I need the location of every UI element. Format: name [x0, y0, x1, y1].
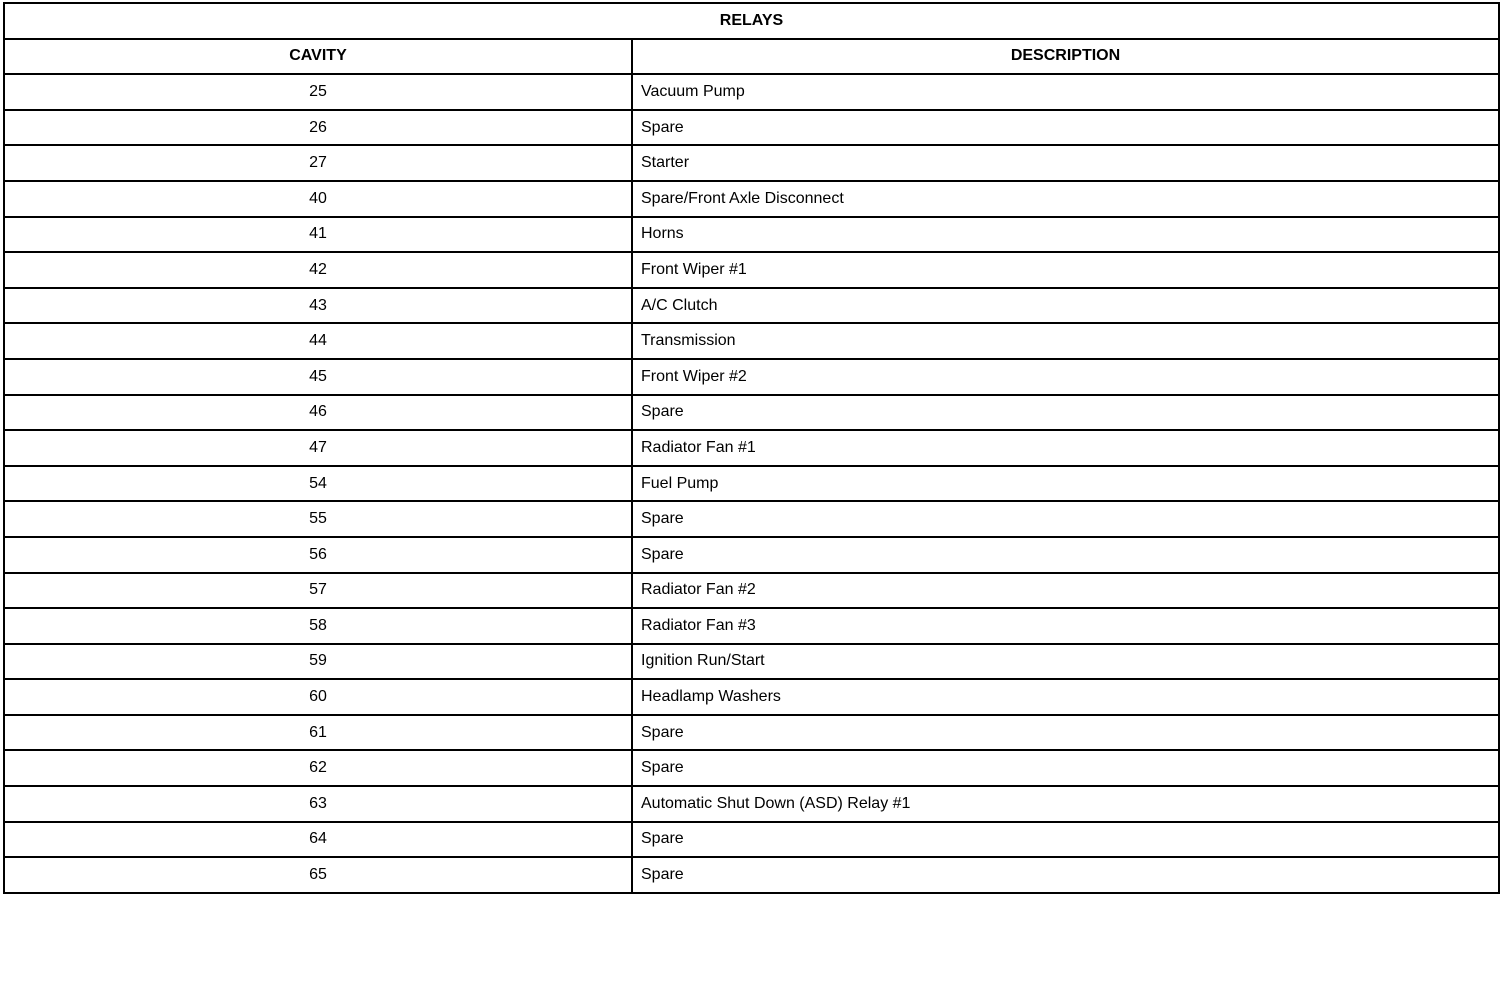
description-cell: Headlamp Washers	[632, 679, 1499, 715]
table-row	[4, 608, 1499, 644]
cavity-cell: 27	[4, 145, 632, 181]
description-cell: Transmission	[632, 323, 1499, 359]
description-cell: Radiator Fan #2	[632, 573, 1499, 609]
table-row	[4, 217, 1499, 253]
description-cell: Ignition Run/Start	[632, 644, 1499, 680]
table-row	[4, 359, 1499, 395]
table-row	[4, 573, 1499, 609]
cavity-cell: 43	[4, 288, 632, 324]
table-row	[4, 857, 1499, 893]
cavity-cell: 61	[4, 715, 632, 751]
description-cell: A/C Clutch	[632, 288, 1499, 324]
title-row	[4, 3, 1499, 39]
cavity-cell: 56	[4, 537, 632, 573]
description-cell: Spare/Front Axle Disconnect	[632, 181, 1499, 217]
description-cell: Spare	[632, 822, 1499, 858]
table-head	[4, 3, 1499, 74]
cavity-cell: 59	[4, 644, 632, 680]
cavity-cell: 60	[4, 679, 632, 715]
description-cell: Spare	[632, 110, 1499, 146]
table-row	[4, 252, 1499, 288]
cavity-cell: 41	[4, 217, 632, 253]
table-row	[4, 715, 1499, 751]
description-cell: Horns	[632, 217, 1499, 253]
table-row	[4, 644, 1499, 680]
table-row	[4, 110, 1499, 146]
table-row	[4, 786, 1499, 822]
table-row	[4, 74, 1499, 110]
cavity-cell: 45	[4, 359, 632, 395]
table-row	[4, 679, 1499, 715]
table-row	[4, 288, 1499, 324]
description-cell: Radiator Fan #3	[632, 608, 1499, 644]
description-cell: Automatic Shut Down (ASD) Relay #1	[632, 786, 1499, 822]
description-cell: Spare	[632, 715, 1499, 751]
description-cell: Front Wiper #2	[632, 359, 1499, 395]
cavity-cell: 57	[4, 573, 632, 609]
cavity-cell: 54	[4, 466, 632, 502]
table-row	[4, 430, 1499, 466]
table-row	[4, 822, 1499, 858]
cavity-cell: 46	[4, 395, 632, 431]
table-row	[4, 501, 1499, 537]
description-cell: Spare	[632, 857, 1499, 893]
description-cell: Spare	[632, 501, 1499, 537]
table-row	[4, 395, 1499, 431]
description-cell: Front Wiper #1	[632, 252, 1499, 288]
cavity-cell: 62	[4, 750, 632, 786]
cavity-cell: 26	[4, 110, 632, 146]
table-title: RELAYS	[4, 3, 1499, 39]
cavity-cell: 47	[4, 430, 632, 466]
cavity-cell: 63	[4, 786, 632, 822]
description-cell: Starter	[632, 145, 1499, 181]
cavity-cell: 25	[4, 74, 632, 110]
relays-table	[3, 2, 1500, 894]
header-row	[4, 39, 1499, 75]
table-row	[4, 537, 1499, 573]
description-cell: Radiator Fan #1	[632, 430, 1499, 466]
cavity-cell: 58	[4, 608, 632, 644]
cavity-cell: 44	[4, 323, 632, 359]
table-row	[4, 750, 1499, 786]
cavity-header: CAVITY	[4, 39, 632, 75]
description-cell: Spare	[632, 537, 1499, 573]
table-row	[4, 181, 1499, 217]
table-row	[4, 466, 1499, 502]
cavity-cell: 42	[4, 252, 632, 288]
description-cell: Spare	[632, 750, 1499, 786]
description-header: DESCRIPTION	[632, 39, 1499, 75]
table-row	[4, 323, 1499, 359]
description-cell: Vacuum Pump	[632, 74, 1499, 110]
description-cell: Fuel Pump	[632, 466, 1499, 502]
cavity-cell: 55	[4, 501, 632, 537]
table-row	[4, 145, 1499, 181]
description-cell: Spare	[632, 395, 1499, 431]
cavity-cell: 65	[4, 857, 632, 893]
cavity-cell: 40	[4, 181, 632, 217]
cavity-cell: 64	[4, 822, 632, 858]
table-body	[4, 74, 1499, 893]
